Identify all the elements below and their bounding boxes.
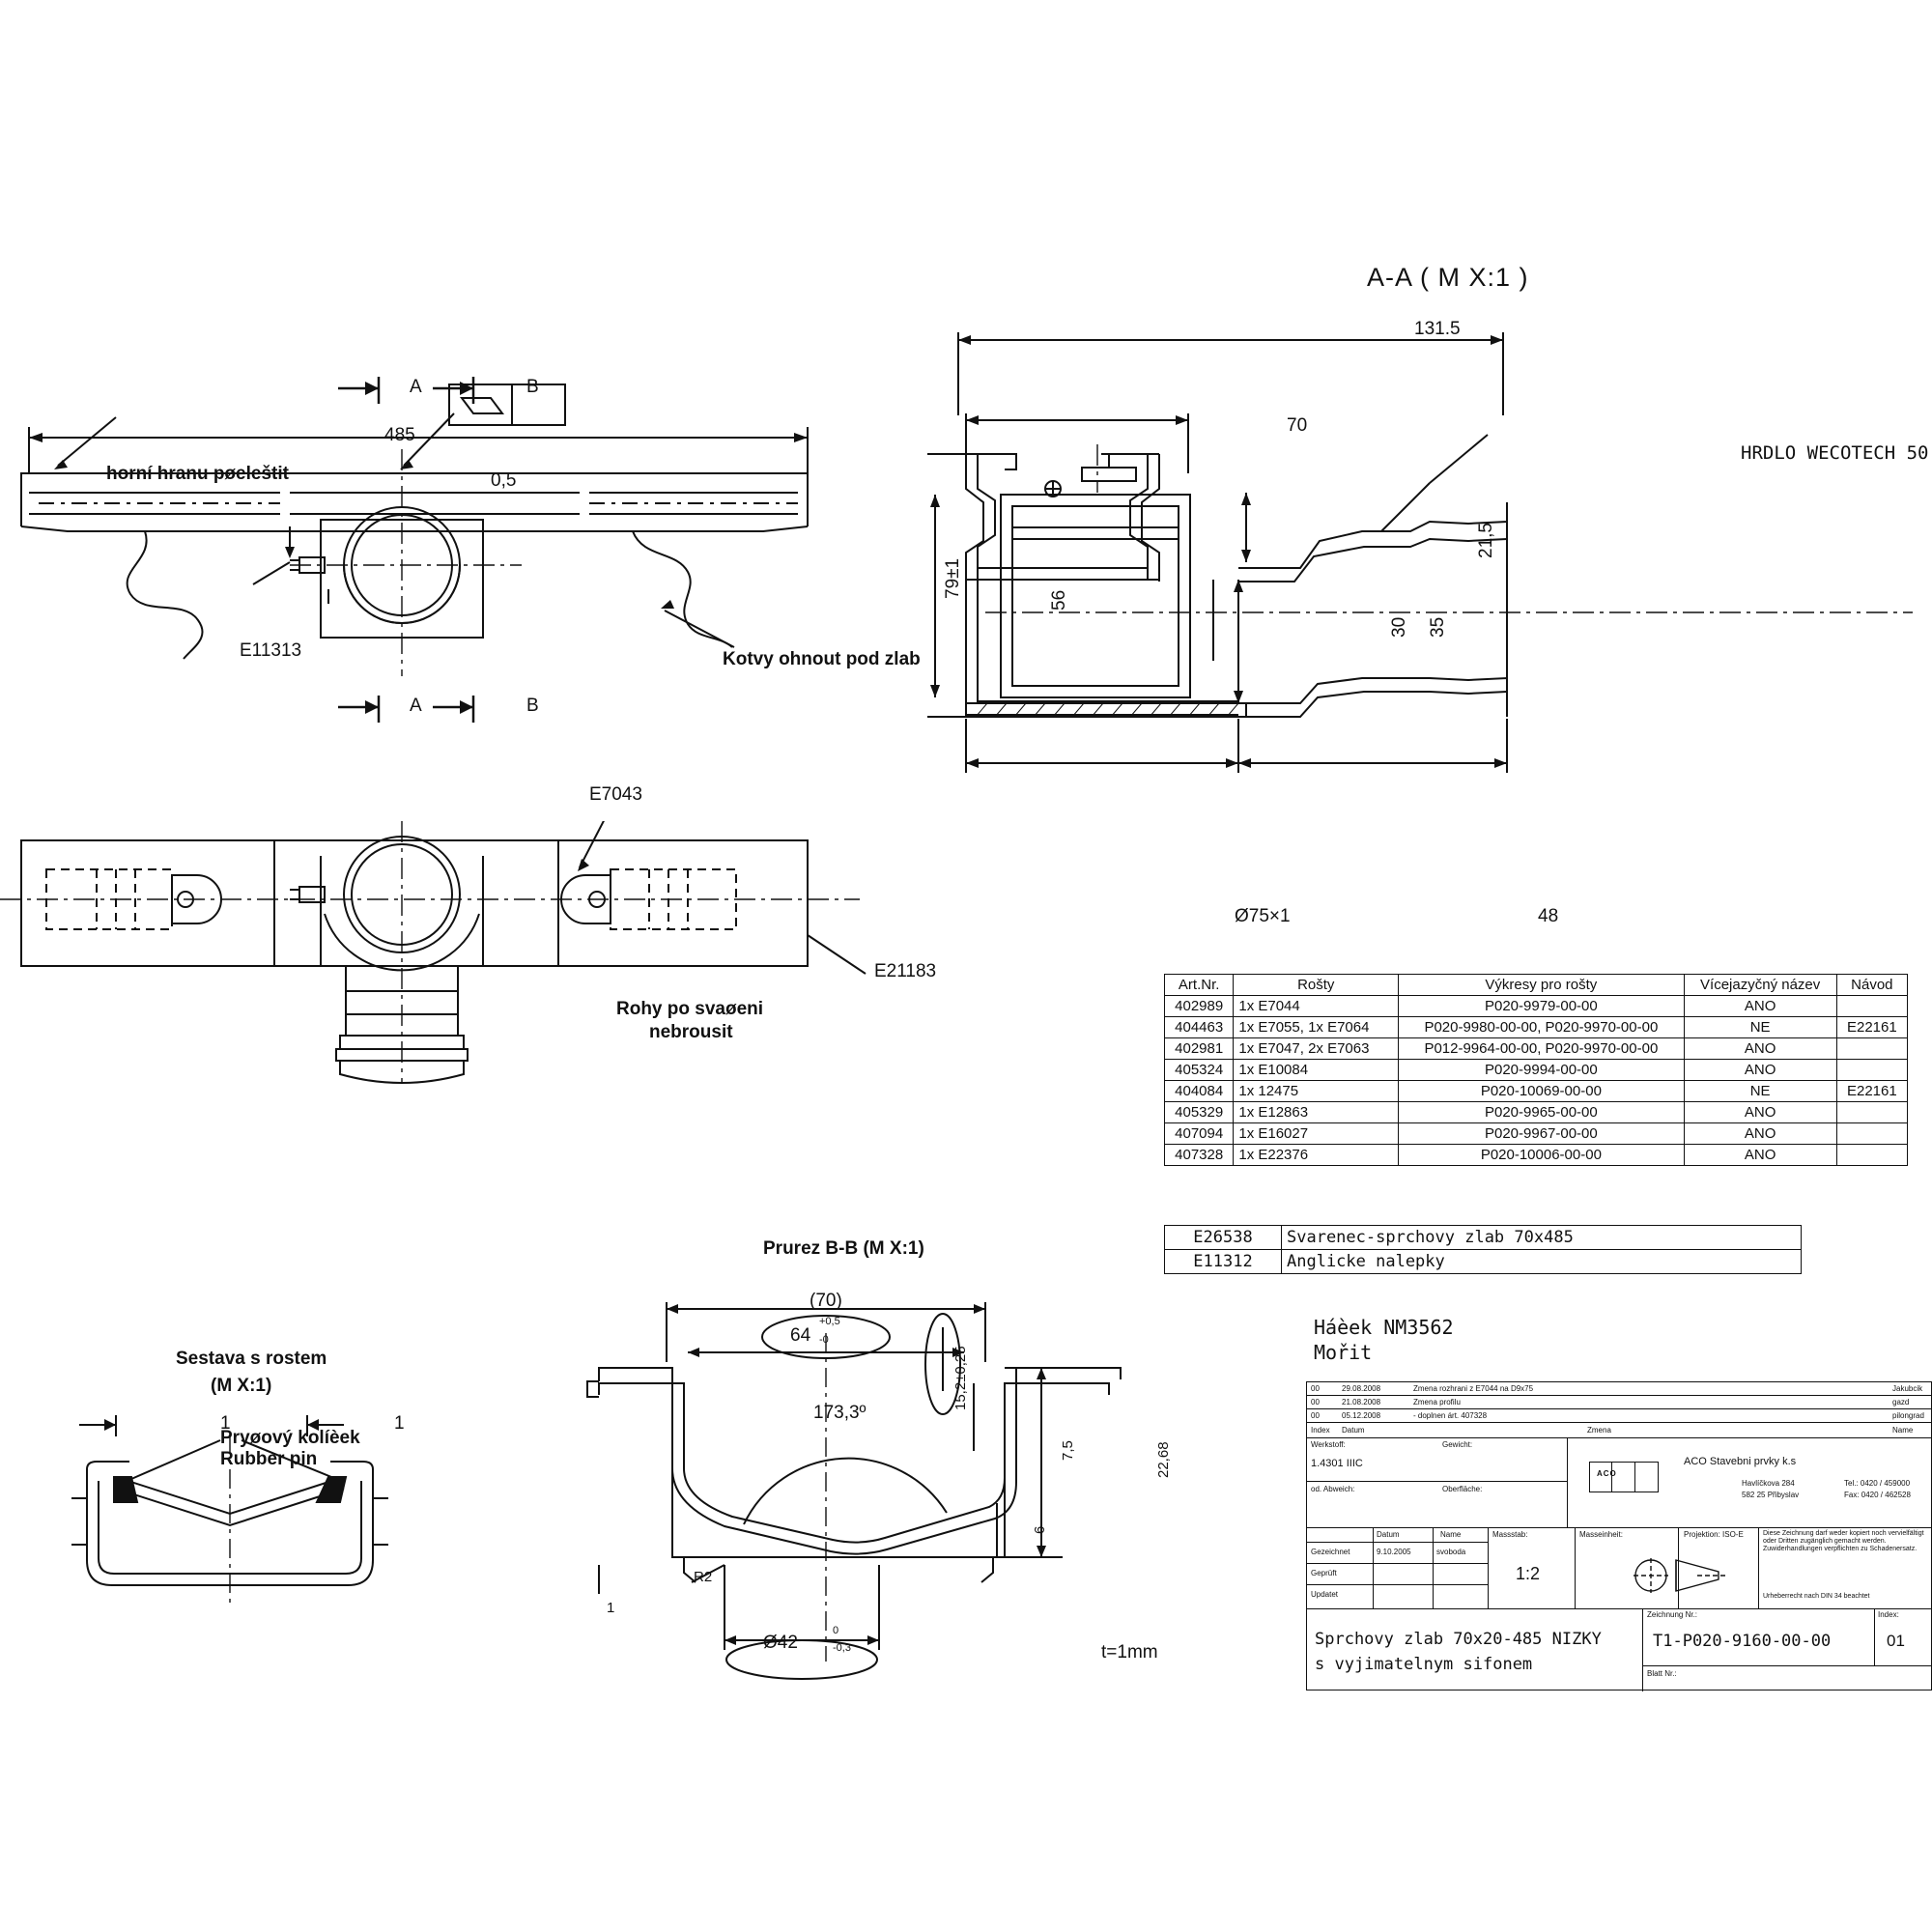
table-row bbox=[1165, 1226, 1802, 1250]
cell-artnr: 405329 bbox=[1165, 1102, 1234, 1123]
scale-section bbox=[1489, 1527, 1576, 1608]
dim-48: 48 bbox=[1538, 906, 1559, 926]
revision-row bbox=[1307, 1409, 1931, 1423]
dim-30: 30 bbox=[1389, 616, 1409, 638]
dim-131-5: 131.5 bbox=[1414, 319, 1461, 339]
assembly-section-view bbox=[58, 1406, 464, 1618]
sig-header-date: Datum bbox=[1377, 1530, 1400, 1539]
cell-rosty: 1x 12475 bbox=[1234, 1081, 1399, 1102]
dim-79: 79±1 bbox=[943, 557, 963, 599]
rev-index: 00 bbox=[1311, 1384, 1320, 1393]
table-row bbox=[1165, 1060, 1908, 1081]
sig-role: Geprüft bbox=[1311, 1569, 1337, 1577]
dim-bb-64-lower-tol: -0 bbox=[819, 1334, 829, 1346]
cell-rosty: 1x E7055, 1x E7064 bbox=[1234, 1017, 1399, 1038]
table-row bbox=[1165, 1145, 1908, 1166]
legal-text: Diese Zeichnung darf weder kopiert noch vervielfältigt oder Dritten zugänglich gemacht werden. Zuwiderhandlungen verpflichten zu Schadenersatz. bbox=[1763, 1530, 1924, 1553]
sheet-label: Blatt Nr.: bbox=[1647, 1669, 1677, 1678]
rev-header-date: Datum bbox=[1342, 1426, 1365, 1435]
rev-change: Zmena profilu bbox=[1413, 1398, 1461, 1406]
parts-table bbox=[1164, 974, 1908, 1166]
part-name-line1: Sprchovy zlab 70x20-485 NIZKY bbox=[1315, 1630, 1602, 1649]
cell-navod bbox=[1836, 996, 1907, 1017]
parts-table-header-row bbox=[1165, 975, 1908, 996]
surface-label: Oberfläche: bbox=[1442, 1485, 1483, 1493]
callout-e11313: E11313 bbox=[240, 640, 302, 661]
rev-change: - doplnen árt. 407328 bbox=[1413, 1411, 1488, 1420]
dim-flatness-0-5: 0,5 bbox=[491, 470, 517, 491]
rev-index: 00 bbox=[1311, 1411, 1320, 1420]
index-value: 01 bbox=[1887, 1632, 1905, 1650]
table-row bbox=[1165, 1102, 1908, 1123]
callout-e7043: E7043 bbox=[589, 784, 642, 805]
company-fax: Fax: 0420 / 462528 bbox=[1844, 1491, 1911, 1499]
company-tel: Tel.: 0420 / 459000 bbox=[1844, 1479, 1911, 1488]
table-row bbox=[1165, 996, 1908, 1017]
cell-vykresy: P020-10069-00-00 bbox=[1399, 1081, 1685, 1102]
note-anchors: Kotvy ohnout pod zlab bbox=[723, 649, 921, 669]
parts-col-artnr: Art.Nr. bbox=[1165, 975, 1234, 996]
material-section bbox=[1307, 1438, 1568, 1527]
dim-bb-dia42-upper-tol: 0 bbox=[833, 1625, 839, 1636]
cell-nazev: ANO bbox=[1684, 1060, 1836, 1081]
cell-rosty: 1x E7047, 2x E7063 bbox=[1234, 1038, 1399, 1060]
cell-artnr: 404084 bbox=[1165, 1081, 1234, 1102]
middle-left-plan-view bbox=[0, 821, 869, 1092]
note-morit: Mořit bbox=[1314, 1341, 1373, 1364]
part-name-line2: s vyjimatelnym sifonem bbox=[1315, 1655, 1533, 1674]
cell-vykresy: P020-9979-00-00 bbox=[1399, 996, 1685, 1017]
dim-bb-64-upper-tol: +0,5 bbox=[819, 1316, 840, 1327]
cell-nazev: NE bbox=[1684, 1017, 1836, 1038]
assembly-title-line1: Sestava s rostem bbox=[176, 1349, 327, 1369]
aco-logo-text: ACO bbox=[1597, 1469, 1617, 1478]
material-value: 1.4301 IIIC bbox=[1311, 1458, 1363, 1469]
cell-artnr: 407328 bbox=[1165, 1145, 1234, 1166]
cell-navod bbox=[1836, 1060, 1907, 1081]
sig-header-name: Name bbox=[1440, 1530, 1462, 1539]
assembly-title-line2: (M X:1) bbox=[211, 1376, 272, 1396]
legal-text-2: Urheberrecht nach DIN 34 beachtet bbox=[1763, 1593, 1870, 1600]
dim-bb-6: 6 bbox=[1032, 1525, 1048, 1534]
scale-value: 1:2 bbox=[1516, 1564, 1541, 1583]
note-polish-edge: horní hranu pøeleštit bbox=[106, 464, 289, 484]
cell-vykresy: P020-10006-00-00 bbox=[1399, 1145, 1685, 1166]
dim-bb-r2: R2 bbox=[694, 1569, 713, 1585]
part-name-section bbox=[1307, 1608, 1643, 1691]
cell-nazev: ANO bbox=[1684, 1038, 1836, 1060]
parts-col-rosty: Rošty bbox=[1234, 975, 1399, 996]
company-address-1: Havlíčkova 284 bbox=[1742, 1479, 1795, 1488]
drawing-no-label: Zeichnung Nr.: bbox=[1647, 1610, 1698, 1619]
sheet-section bbox=[1643, 1666, 1932, 1691]
note-hrdlo: HRDLO WECOTECH 50 bbox=[1741, 442, 1929, 464]
section-marker-a-bottom: A bbox=[410, 696, 422, 716]
dim-21-5: 21,5 bbox=[1476, 523, 1496, 558]
dim-dia75: Ø75×1 bbox=[1235, 906, 1291, 926]
dim-bb-15-2: 15,2±0,25 bbox=[952, 1346, 969, 1410]
projection-label: Projektion: ISO-E bbox=[1684, 1530, 1744, 1539]
dim-bb-dia42-lower-tol: -0,3 bbox=[833, 1642, 851, 1654]
sig-role: Updatet bbox=[1311, 1590, 1339, 1599]
table-row bbox=[1165, 1038, 1908, 1060]
rev-date: 05.12.2008 bbox=[1342, 1411, 1381, 1420]
sig-name: svoboda bbox=[1436, 1548, 1466, 1556]
parts-col-vykresy: Výkresy pro rošty bbox=[1399, 975, 1685, 996]
parts-col-navod: Návod bbox=[1836, 975, 1907, 996]
cell-rosty: 1x E22376 bbox=[1234, 1145, 1399, 1166]
section-marker-a-top: A bbox=[410, 377, 422, 397]
scale-label: Massstab: bbox=[1492, 1530, 1528, 1539]
cell-vykresy: P020-9967-00-00 bbox=[1399, 1123, 1685, 1145]
cell-nazev: ANO bbox=[1684, 1145, 1836, 1166]
cell-navod bbox=[1836, 1145, 1907, 1166]
dim-bb-64: 64 bbox=[790, 1325, 811, 1346]
signature-row-drawn bbox=[1307, 1543, 1489, 1564]
rev-header-name: Name bbox=[1892, 1426, 1914, 1435]
dim-bb-1: 1 bbox=[607, 1600, 615, 1616]
cell-rosty: 1x E10084 bbox=[1234, 1060, 1399, 1081]
rev-name: pilongrad bbox=[1892, 1411, 1924, 1420]
cell-navod: E22161 bbox=[1836, 1081, 1907, 1102]
signature-row-updated bbox=[1307, 1585, 1489, 1608]
dim-bb-70: (70) bbox=[810, 1291, 842, 1311]
table-row bbox=[1165, 1017, 1908, 1038]
section-bb-view bbox=[580, 1275, 1236, 1690]
dim-bb-angle: 173,3º bbox=[813, 1403, 867, 1423]
marker-1-left: 1 bbox=[220, 1413, 231, 1434]
rev-date: 21.08.2008 bbox=[1342, 1398, 1381, 1406]
dim-bb-22-68: 22,68 bbox=[1155, 1441, 1172, 1478]
parts-col-nazev: Vícejazyčný název bbox=[1684, 975, 1836, 996]
cell-artnr: 405324 bbox=[1165, 1060, 1234, 1081]
dim-56: 56 bbox=[1049, 589, 1069, 611]
cell-rosty: 1x E7044 bbox=[1234, 996, 1399, 1017]
revision-header-row bbox=[1307, 1423, 1931, 1438]
revision-row bbox=[1307, 1396, 1931, 1409]
cell-nazev: ANO bbox=[1684, 996, 1836, 1017]
section-bb-title: Prurez B-B (M X:1) bbox=[763, 1238, 924, 1259]
sig-date: 9.10.2005 bbox=[1377, 1548, 1411, 1556]
rev-name: Jakubcik bbox=[1892, 1384, 1923, 1393]
cell-nazev: NE bbox=[1684, 1081, 1836, 1102]
callout-e21183: E21183 bbox=[874, 961, 937, 981]
dim-35: 35 bbox=[1428, 616, 1448, 638]
dim-bb-7-5: 7,5 bbox=[1060, 1440, 1076, 1461]
dim-bb-dia42: Ø42 bbox=[763, 1633, 798, 1653]
marker-1-right: 1 bbox=[394, 1413, 405, 1434]
revision-section bbox=[1307, 1382, 1931, 1438]
weight-label-2: Gewicht: bbox=[1442, 1440, 1473, 1449]
note-hacek: Háèek NM3562 bbox=[1314, 1316, 1454, 1339]
unit-label: Masseinheit: bbox=[1579, 1530, 1623, 1539]
material-label: Werkstoff: bbox=[1311, 1440, 1346, 1449]
title-block bbox=[1306, 1381, 1932, 1690]
note-rubber-pin-cz: Pryøový kolíèek bbox=[220, 1428, 360, 1448]
rev-header-index: Index bbox=[1311, 1426, 1330, 1435]
cell-navod: E22161 bbox=[1836, 1017, 1907, 1038]
section-aa-title: A-A ( M X:1 ) bbox=[1367, 263, 1529, 292]
section-marker-b-top: B bbox=[526, 377, 539, 397]
weldment-table bbox=[1164, 1225, 1802, 1274]
company-address-2: 582 25 Přibyslav bbox=[1742, 1491, 1800, 1499]
cell-navod bbox=[1836, 1038, 1907, 1060]
projection-section bbox=[1576, 1527, 1759, 1608]
revision-row bbox=[1307, 1382, 1931, 1396]
dim-485: 485 bbox=[384, 425, 415, 445]
cell-artnr: 404463 bbox=[1165, 1017, 1234, 1038]
signature-section bbox=[1307, 1527, 1489, 1608]
cell-nazev: ANO bbox=[1684, 1102, 1836, 1123]
cell-rosty: 1x E12863 bbox=[1234, 1102, 1399, 1123]
company-name: ACO Stavebni prvky k.s bbox=[1684, 1456, 1797, 1467]
cell-artnr: 402981 bbox=[1165, 1038, 1234, 1060]
note-rubber-pin-en: Rubber pin bbox=[220, 1449, 318, 1469]
cell-desc: Anglicke nalepky bbox=[1282, 1250, 1802, 1274]
cell-vykresy: P020-9994-00-00 bbox=[1399, 1060, 1685, 1081]
section-markers-bottom bbox=[328, 694, 483, 732]
company-section bbox=[1568, 1438, 1932, 1527]
tolerance-label: od. Abweich: bbox=[1311, 1485, 1355, 1493]
note-corners-line1: Rohy po svaøeni bbox=[616, 999, 764, 1019]
cell-vykresy: P020-9965-00-00 bbox=[1399, 1102, 1685, 1123]
section-markers-top bbox=[328, 375, 483, 413]
cell-vykresy: P012-9964-00-00, P020-9970-00-00 bbox=[1399, 1038, 1685, 1060]
drawing-number-section bbox=[1643, 1608, 1875, 1666]
projection-symbol-icon bbox=[1630, 1552, 1736, 1599]
cell-navod bbox=[1836, 1102, 1907, 1123]
cell-rosty: 1x E16027 bbox=[1234, 1123, 1399, 1145]
rev-name: gazd bbox=[1892, 1398, 1910, 1406]
index-label: Index: bbox=[1878, 1610, 1899, 1619]
section-marker-b-bottom: B bbox=[526, 696, 539, 716]
top-left-elevation-view bbox=[0, 357, 869, 744]
index-section bbox=[1875, 1608, 1932, 1666]
signature-header-row bbox=[1307, 1527, 1489, 1543]
note-thickness: t=1mm bbox=[1101, 1642, 1158, 1662]
cell-artnr: 407094 bbox=[1165, 1123, 1234, 1145]
rev-index: 00 bbox=[1311, 1398, 1320, 1406]
cell-code: E11312 bbox=[1165, 1250, 1282, 1274]
dim-70: 70 bbox=[1287, 415, 1308, 436]
signature-row-checked bbox=[1307, 1564, 1489, 1585]
cell-code: E26538 bbox=[1165, 1226, 1282, 1250]
sig-role: Gezeichnet bbox=[1311, 1548, 1350, 1556]
rev-date: 29.08.2008 bbox=[1342, 1384, 1381, 1393]
table-row bbox=[1165, 1250, 1802, 1274]
drawing-no-value: T1-P020-9160-00-00 bbox=[1653, 1632, 1832, 1651]
rev-change: Zmena rozhrani z E7044 na D9x75 bbox=[1413, 1384, 1534, 1393]
rev-header-change: Zmena bbox=[1587, 1426, 1611, 1435]
cell-desc: Svarenec-sprchovy zlab 70x485 bbox=[1282, 1226, 1802, 1250]
cell-vykresy: P020-9980-00-00, P020-9970-00-00 bbox=[1399, 1017, 1685, 1038]
cell-artnr: 402989 bbox=[1165, 996, 1234, 1017]
cell-nazev: ANO bbox=[1684, 1123, 1836, 1145]
table-row bbox=[1165, 1081, 1908, 1102]
note-corners-line2: nebrousit bbox=[649, 1022, 733, 1042]
table-row bbox=[1165, 1123, 1908, 1145]
legal-section bbox=[1759, 1527, 1932, 1608]
cell-navod bbox=[1836, 1123, 1907, 1145]
